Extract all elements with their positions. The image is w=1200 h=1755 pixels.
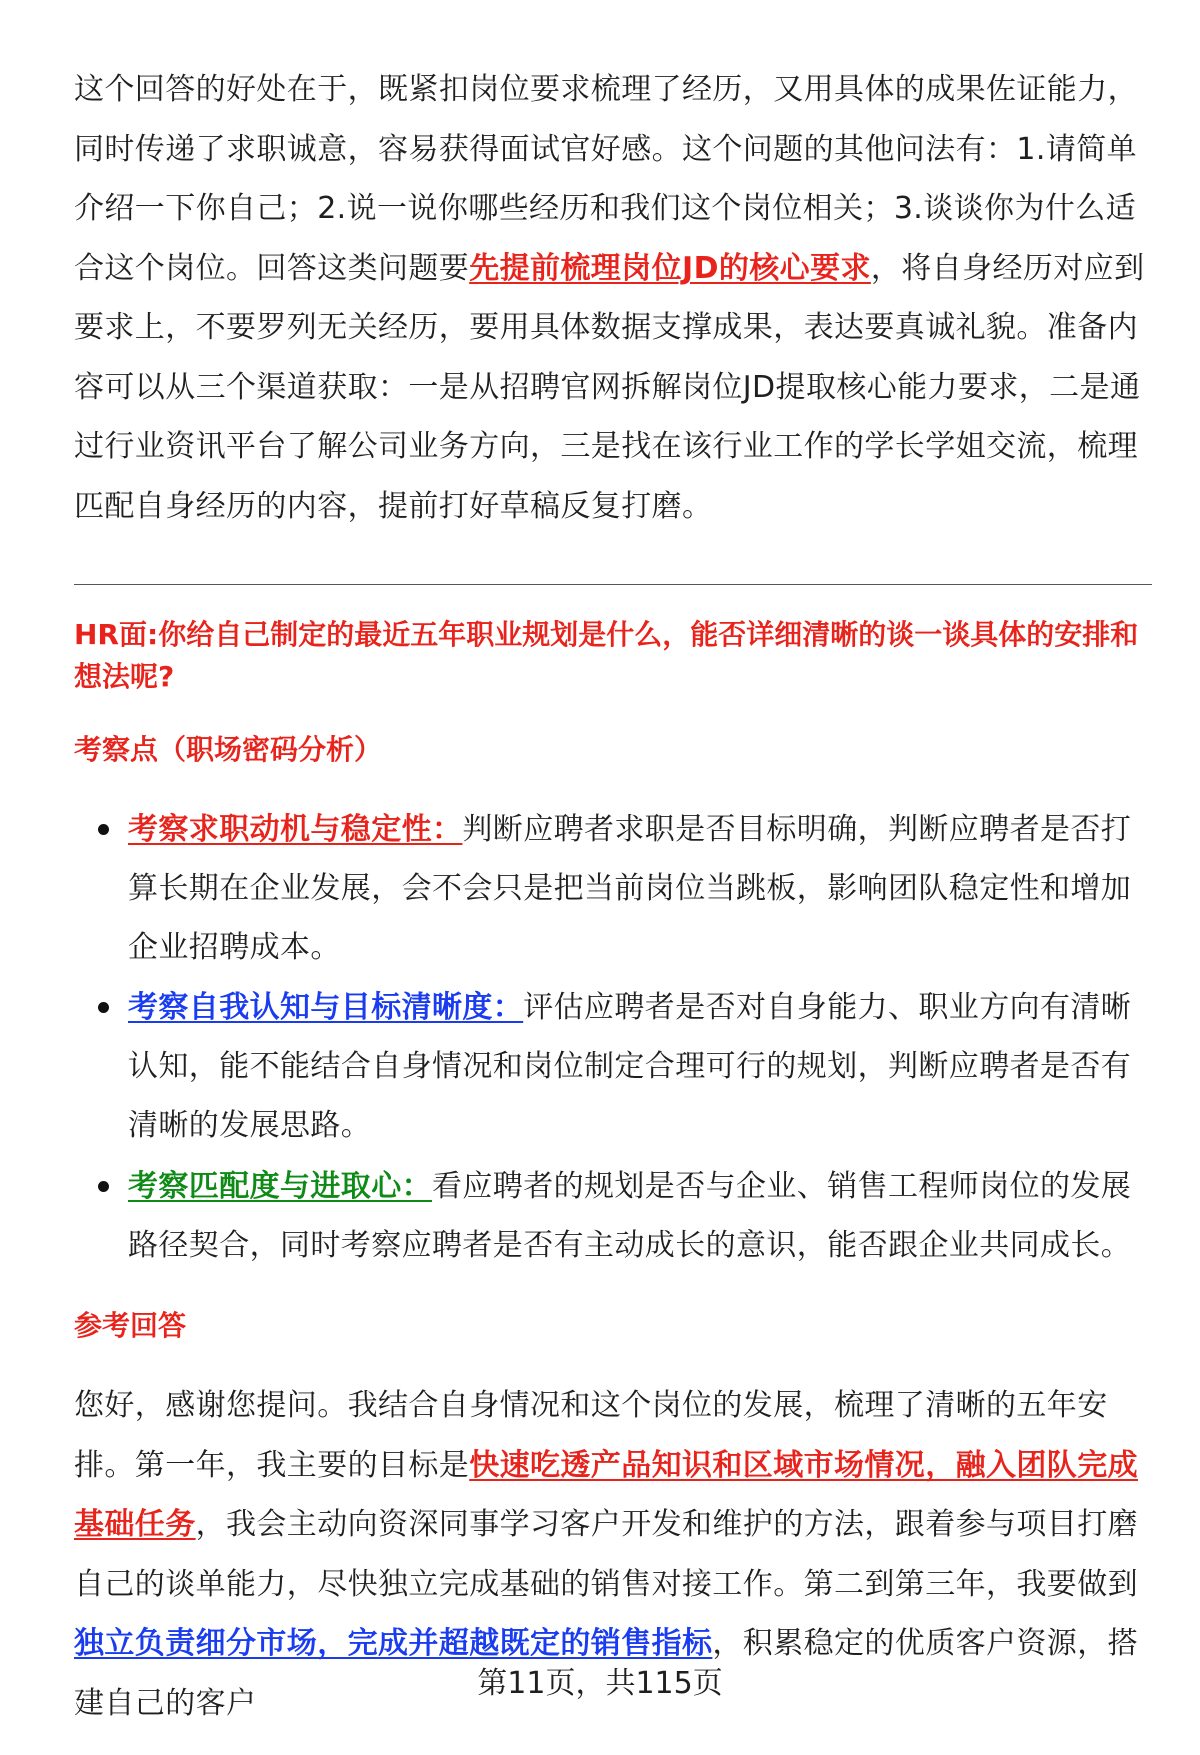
list-item [128,978,1152,1155]
point-label: 考察匹配度与进取心： [128,1169,432,1204]
intro-highlight: 先提前梳理岗位JD的核心要求 [469,250,871,286]
point-text: 评估应聘者是否对自身能力、职业方向有清晰认知，能不能结合自身情况和岗位制定合理可行的规划，判断应聘者是否有清晰的发展思路。 [128,990,1132,1143]
point-label: 考察自我认知与目标清晰度： [128,990,524,1025]
bullet-dot [98,1181,109,1192]
intro-paragraph [74,60,1152,536]
answer-text-2: ，我会主动向资深同事学习客户开发和维护的方法，跟着参与项目打磨自己的谈单能力，尽快独立完成基础的销售对接工作。第二到第三年，我要做到 [74,1507,1139,1602]
point-text: 看应聘者的规划是否与企业、销售工程师岗位的发展路径契合，同时考察应聘者是否有主动成长的意识，能否跟企业共同成长。 [128,1169,1132,1263]
list-item [128,1157,1152,1275]
list-item [128,800,1152,977]
point-text: 判断应聘者求职是否目标明确，判断应聘者是否打算长期在企业发展，会不会只是把当前岗位当跳板，影响团队稳定性和增加企业招聘成本。 [128,812,1132,965]
answer-text-1: 您好，感谢您提问。我结合自身情况和这个岗位的发展，梳理了清晰的五年安排。第一年，我主要的目标是 [74,1388,1108,1483]
examine-heading: 考察点（职场密码分析） [74,733,383,766]
page-footer: 第11页，共115页 [477,1666,723,1701]
intro-text-2: ，将自身经历对应到要求上，不要罗列无关经历，要用具体数据支撑成果，表达要真诚礼貌。准备内容可以从三个渠道获取：一是从招聘官网拆解岗位JD提取核心能力要求，二是通过行业资讯平台了解公司业务方向，三是找在该行业工作的学长学姐交流，梳理匹配自身经历的内容，提前打好草稿反复打磨。 [74,250,1145,524]
section-divider [74,584,1152,585]
answer-highlight-1: 快速吃透产品知识和区域市场情况，融入团队完成基础任务 [74,1447,1139,1542]
answer-text-3: ，积累稳定的优质客户资源，搭建自己的客户 [74,1626,1139,1721]
question-heading: HR面:你给自己制定的最近五年职业规划是什么，能否详细清晰的谈一谈具体的安排和想法呢? [74,618,1139,693]
answer-highlight-2: 独立负责细分市场，完成并超越既定的销售指标 [74,1626,713,1661]
bullet-dot [98,1002,109,1013]
point-label: 考察求职动机与稳定性： [128,812,463,847]
intro-text-1: 这个回答的好处在于，既紧扣岗位要求梳理了经历，又用具体的成果佐证能力，同时传递了求职诚意，容易获得面试官好感。这个问题的其他问法有：1.请简单介绍一下你自己；2.说一说你哪些经历和我们这个岗位相关；3.谈谈你为什么适合这个岗位。回答这类问题要 [74,72,1138,286]
answer-heading: 参考回答 [74,1309,187,1342]
bullet-dot [98,824,109,835]
